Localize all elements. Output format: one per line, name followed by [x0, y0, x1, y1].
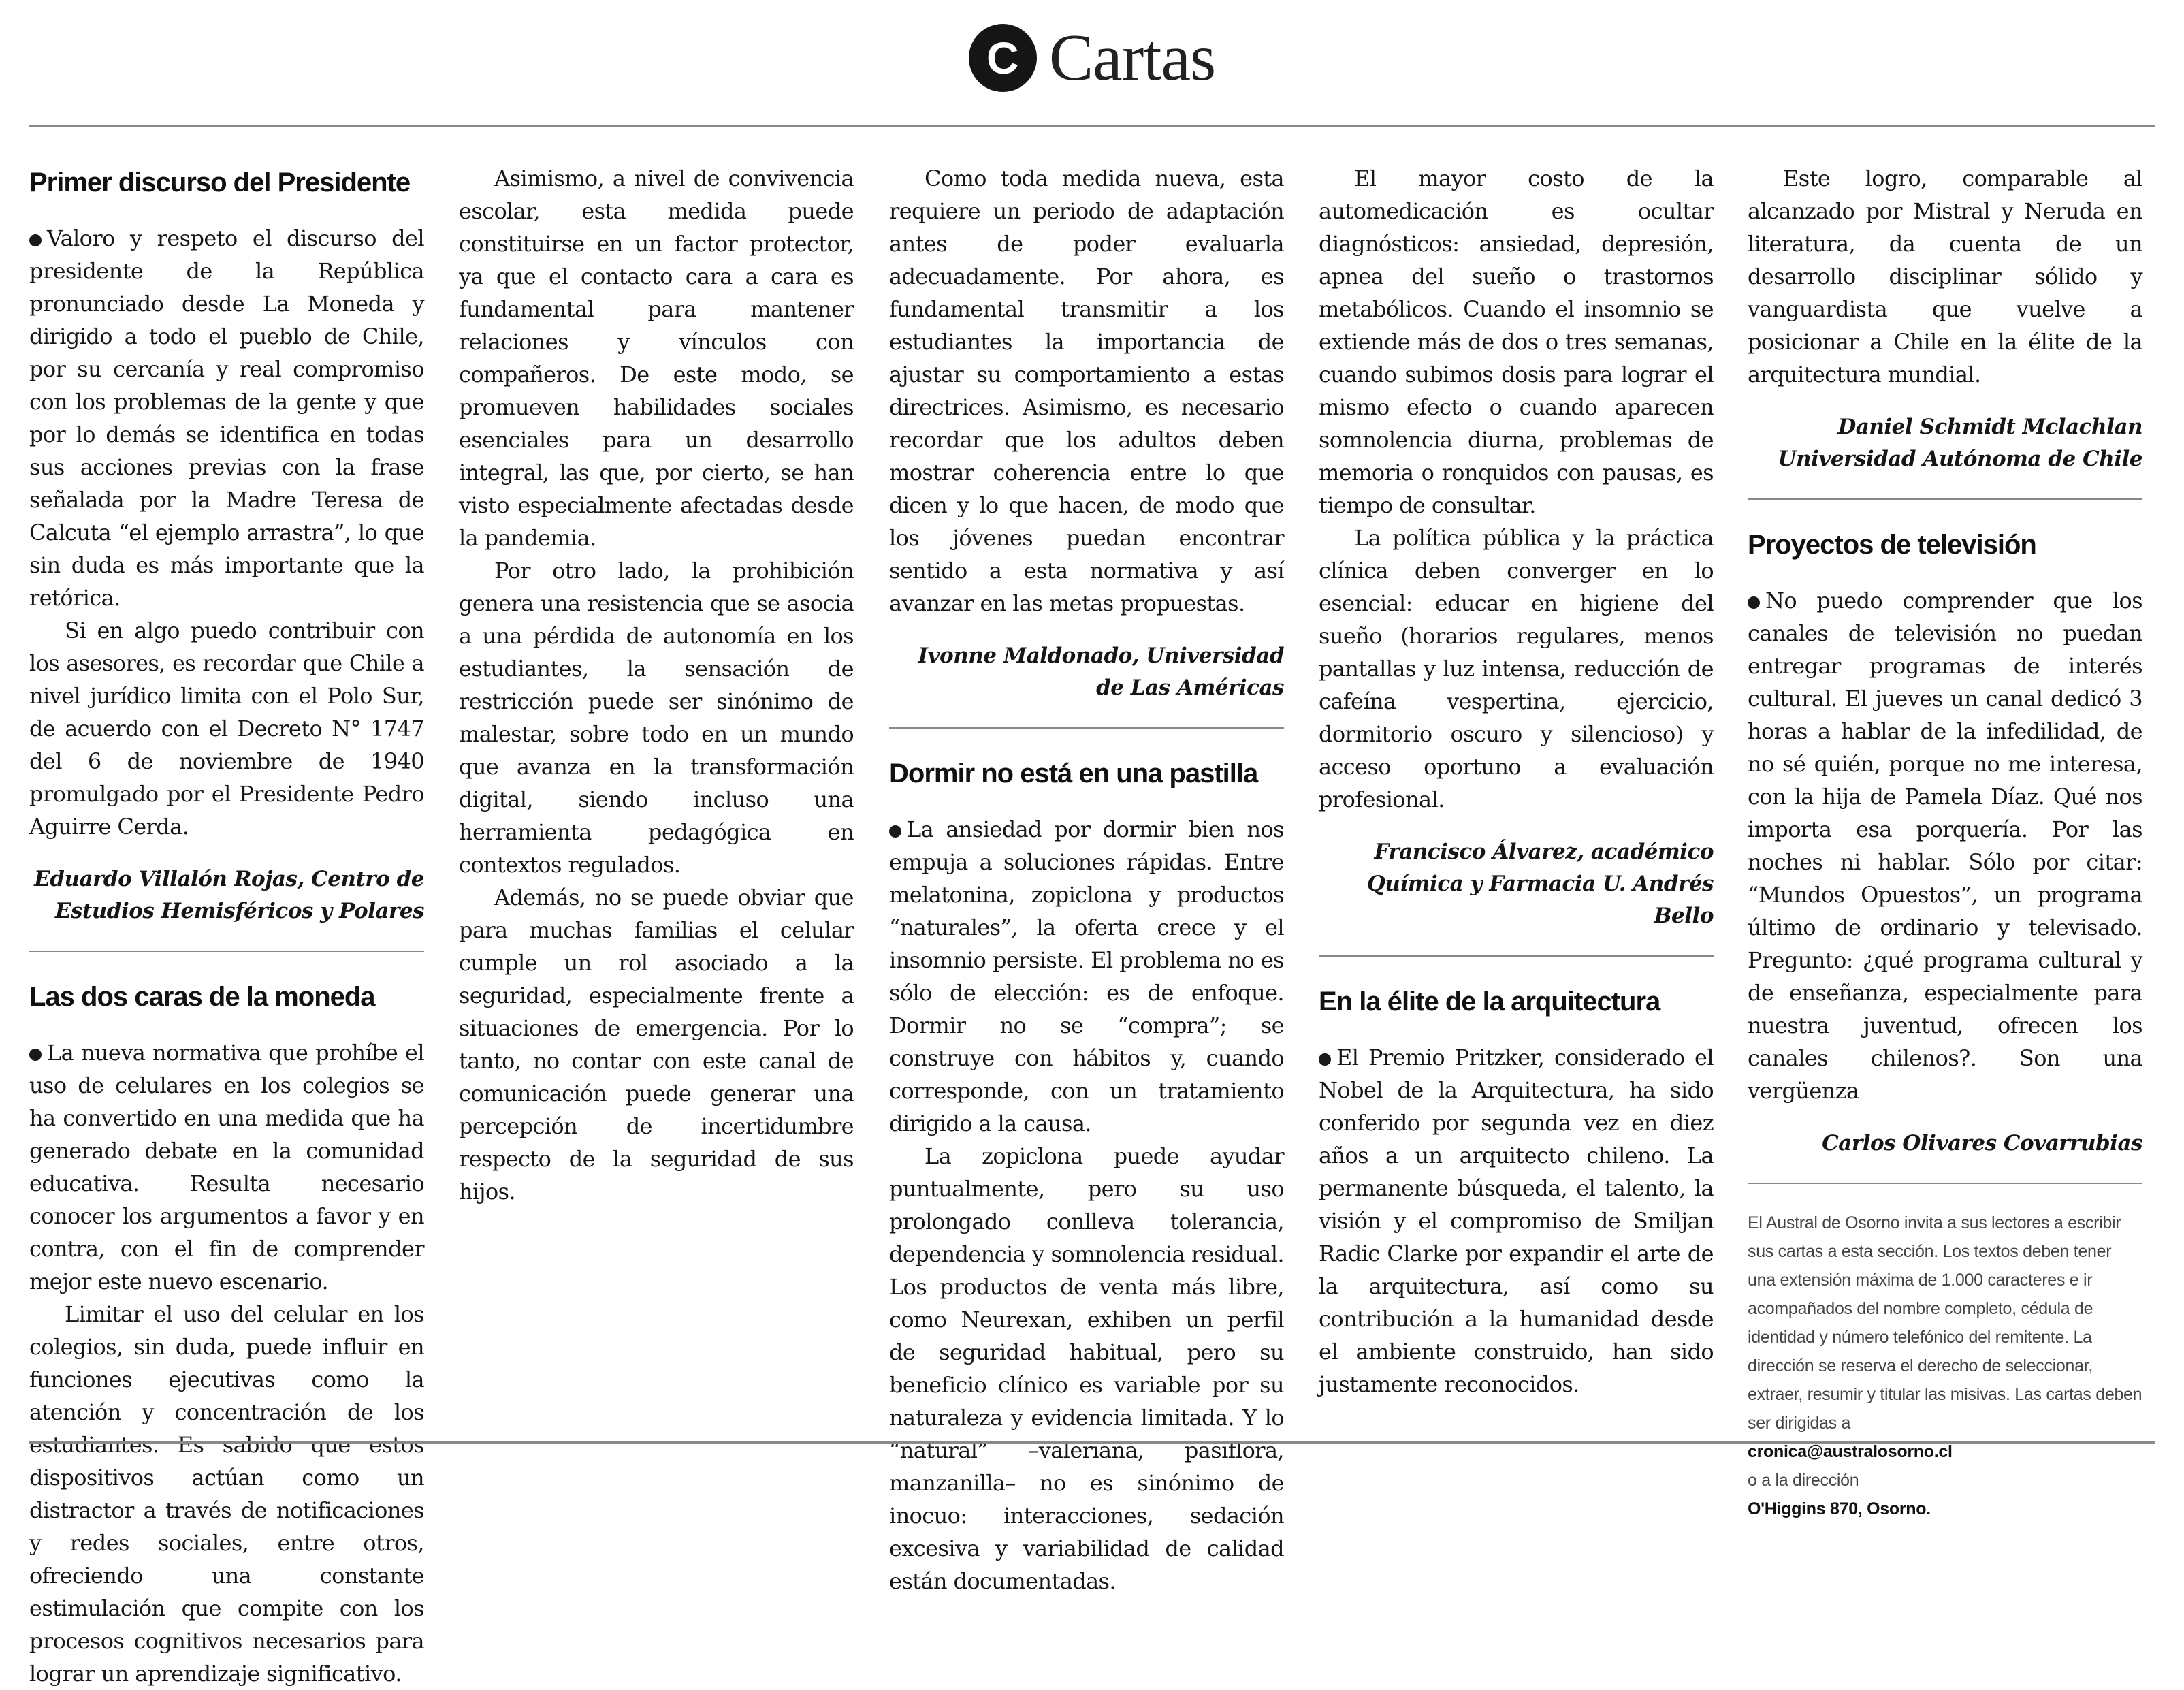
section-title: Cartas — [1048, 21, 1216, 95]
letter-3-title: Dormir no está en una pastilla — [889, 759, 1258, 788]
column-5 — [1748, 162, 2142, 1518]
letter-2-paragraph: Además, no se puede obviar que para muchas familias el celular cumple un rol asociado a la seguridad, especialmente frente a situaciones de emergencia. Por lo tanto, no contar con este canal de comunicación puede generar una percepción de incertidumbre respecto de la seguridad de sus hijos. — [459, 884, 854, 1205]
bottom-rule — [29, 1441, 2155, 1444]
separator — [1748, 498, 2142, 500]
bullet-icon — [1748, 596, 1760, 609]
letter-3-paragraph: El mayor costo de la automedicación es ocultar diagnósticos: ansiedad, depresión, apnea del sueño o trastornos metabólicos. Cuando el insomnio se extiende más de dos o tres semanas, cuando subimos dosis para lograr el mismo efecto o cuando aparecen somnolencia diurna, problemas de memoria o ronquidos con pausas, es tiempo de consultar. — [1319, 165, 1714, 518]
letter-4-signature: Daniel Schmidt Mclachlan Universidad Autónoma de Chile — [1778, 415, 2142, 471]
separator — [1319, 955, 1714, 957]
letter-4-title: En la élite de la arquitectura — [1319, 987, 1660, 1017]
letter-5-title: Proyectos de televisión — [1748, 530, 2036, 560]
letter-1-signature: Eduardo Villalón Rojas, Centro de Estudios Hemisféricos y Polares — [34, 867, 424, 923]
separator — [29, 951, 424, 952]
contact-email[interactable]: cronica@australosorno.cl — [1748, 1442, 1953, 1461]
letter-2-signature: Ivonne Maldonado, Universidad de Las Américas — [918, 643, 1284, 700]
letter-3-paragraph: La zopiclona puede ayudar puntualmente, pero su uso prolongado conlleva tolerancia, dependencia y somnolencia residual. Los productos de venta más libre, como Neurexan, exhiben un perfil de seguridad habitual, pero su beneficio clínico es variable por su naturaleza y evidencia limitada. Y lo “natural” –valeriana, pasiflora, manzanilla– no es sinónimo de inocuo: interacciones, sedación excesiva y variabilidad de calidad están documentadas. — [889, 1143, 1284, 1594]
bullet-icon — [29, 234, 42, 246]
letter-5-paragraph: No puedo comprender que los canales de televisión no puedan entregar programas de interés cultural. El jueves un canal dedicó 3 horas a hablar de la infedilidad, de no sé quién, porque no me interesa, con la hija de Pamela Díaz. Qué nos importa esa porquería. Por las noches ni hablar. Sólo por citar: “Mundos Opuestos”, un programa último de ordinario y televisado. Pregunto: ¿qué programa cultural y de enseñanza, especialmente para nuestra juventud, ofrecen los canales chilenos?. Son una vergüenza — [1748, 588, 2142, 1104]
letter-2-title: Las dos caras de la moneda — [29, 982, 375, 1012]
letter-5-signature: Carlos Olivares Covarrubias — [1822, 1131, 2142, 1155]
letter-4-paragraph: El Premio Pritzker, considerado el Nobel de la Arquitectura, ha sido conferido por segunda vez en diez años a un arquitecto chileno. La permanente búsqueda, el talento, la visión y el compromiso de Smiljan Radic Clarke por expandir el arte de la arquitectura, así como su contribución a la humanidad desde el ambiente construido, han sido justamente reconocidos. — [1319, 1045, 1714, 1397]
letter-2-paragraph: Por otro lado, la prohibición genera una resistencia que se asocia a una pérdida de autonomía en los estudiantes, la sensación de restricción puede ser sinónimo de malestar, sobre todo en un mundo que avanza en la transformación digital, siendo incluso una herramienta pedagógica en contextos regulados. — [459, 558, 854, 878]
submission-info-text: El Austral de Osorno invita a sus lectores a escribir sus cartas a esta sección. Los textos deben tener una extensión máxima de 1.000 caracteres e ir acompañados del nombre completo, cédula de identidad y número telefónico del remitente. La dirección se reserva el derecho de seleccionar, extraer, resumir y titular las misivas. Las cartas deben ser dirigidas a — [1748, 1213, 2142, 1433]
bullet-icon — [889, 825, 901, 838]
column-1 — [29, 162, 424, 1687]
contact-address: O'Higgins 870, Osorno. — [1748, 1499, 1931, 1518]
letter-3-signature: Francisco Álvarez, académico Química y Farmacia U. Andrés Bello — [1366, 840, 1714, 928]
letter-1-paragraph: Si en algo puedo contribuir con los asesores, es recordar que Chile a nivel jurídico limita con el Polo Sur, de acuerdo con el Decreto N° 1747 del 6 de noviembre de 1940 promulgado por el Presidente Pedro Aguirre Cerda. — [29, 618, 424, 840]
letter-2-paragraph: Limitar el uso del celular en los colegios, sin duda, puede influir en funciones ejecutivas como la atención y concentración de los estudiantes. Es sabido que estos dispositivos actúan como un distractor a través de notificaciones y redes sociales, entre otros, ofreciendo una constante estimulación que compite con los procesos cognitivos necesarios para lograr un aprendizaje significativo. — [29, 1301, 424, 1687]
letter-2-paragraph: La nueva normativa que prohíbe el uso de celulares en los colegios se ha convertido en una medida que ha generado debate en la comunidad educativa. Resulta necesario conocer los argumentos a favor y en contra, con el fin de comprender mejor este nuevo escenario. — [29, 1040, 424, 1294]
bullet-icon — [1319, 1053, 1331, 1066]
letter-3-paragraph: La política pública y la práctica clínica deben converger en lo esencial: educar en higiene del sueño (horarios regulares, menos pantallas y luz intensa, reducción de cafeína vespertina, ejercicio, dormitorio oscuro y silencioso) y acceso oportuno a evaluación profesional. — [1319, 525, 1714, 812]
letter-1-paragraph: Valoro y respeto el discurso del presidente de la República pronunciado desde La Moneda y dirigido a todo el pueblo de Chile, por su cercanía y real compromiso con los problemas de la gente y que por lo demás se identifica en todas sus acciones previas con la frase señalada por la Madre Teresa de Calcuta “el ejemplo arrastra”, lo que sin duda es más importante que la retórica. — [29, 225, 424, 611]
submission-info — [1748, 1209, 2142, 1523]
bullet-icon — [29, 1049, 42, 1061]
address-intro: o a la dirección — [1748, 1471, 1859, 1490]
letter-4-paragraph: Este logro, comparable al alcanzado por Mistral y Neruda en literatura, da cuenta de un desarrollo disciplinar sólido y vanguardista que vuelve a posicionar a Chile en la élite de la arquitectura mundial. — [1748, 165, 2142, 387]
section-masthead — [0, 20, 2184, 95]
letter-1-title: Primer discurso del Presidente — [29, 168, 411, 197]
column-4 — [1319, 162, 1714, 1422]
letter-2-paragraph: Asimismo, a nivel de convivencia escolar, esta medida puede constituirse en un factor protector, ya que el contacto cara a cara es fundamental para mantener relaciones y vínculos con compañeros. De este modo, se promueven habilidades sociales esenciales para un desarrollo integral, las que, por cierto, se han visto especialmente afectadas desde la pandemia. — [459, 165, 854, 551]
top-rule — [29, 125, 2155, 127]
separator — [889, 727, 1284, 729]
letter-3-paragraph: La ansiedad por dormir bien nos empuja a soluciones rápidas. Entre melatonina, zopiclona y productos “naturales”, la oferta crece y el insomnio persiste. El problema no es sólo de elección: es de enfoque. Dormir no se “compra”; se construye con hábitos y, cuando corresponde, con un tratamiento dirigido a la causa. — [889, 816, 1284, 1136]
cronica-logo-icon: C — [969, 24, 1037, 92]
letter-2-paragraph: Como toda medida nueva, esta requiere un periodo de adaptación antes de poder evaluarla adecuadamente. Por ahora, es fundamental transmitir a los estudiantes la importancia de ajustar su comportamiento a estas directrices. Asimismo, es necesario recordar que los adultos deben mostrar coherencia entre lo que dicen y lo que hacen, de modo que los jóvenes puedan encontrar sentido a esta normativa y así avanzar en las metas propuestas. — [889, 165, 1284, 616]
column-2 — [459, 162, 854, 1422]
separator — [1748, 1183, 2142, 1184]
column-3 — [889, 162, 1284, 1594]
